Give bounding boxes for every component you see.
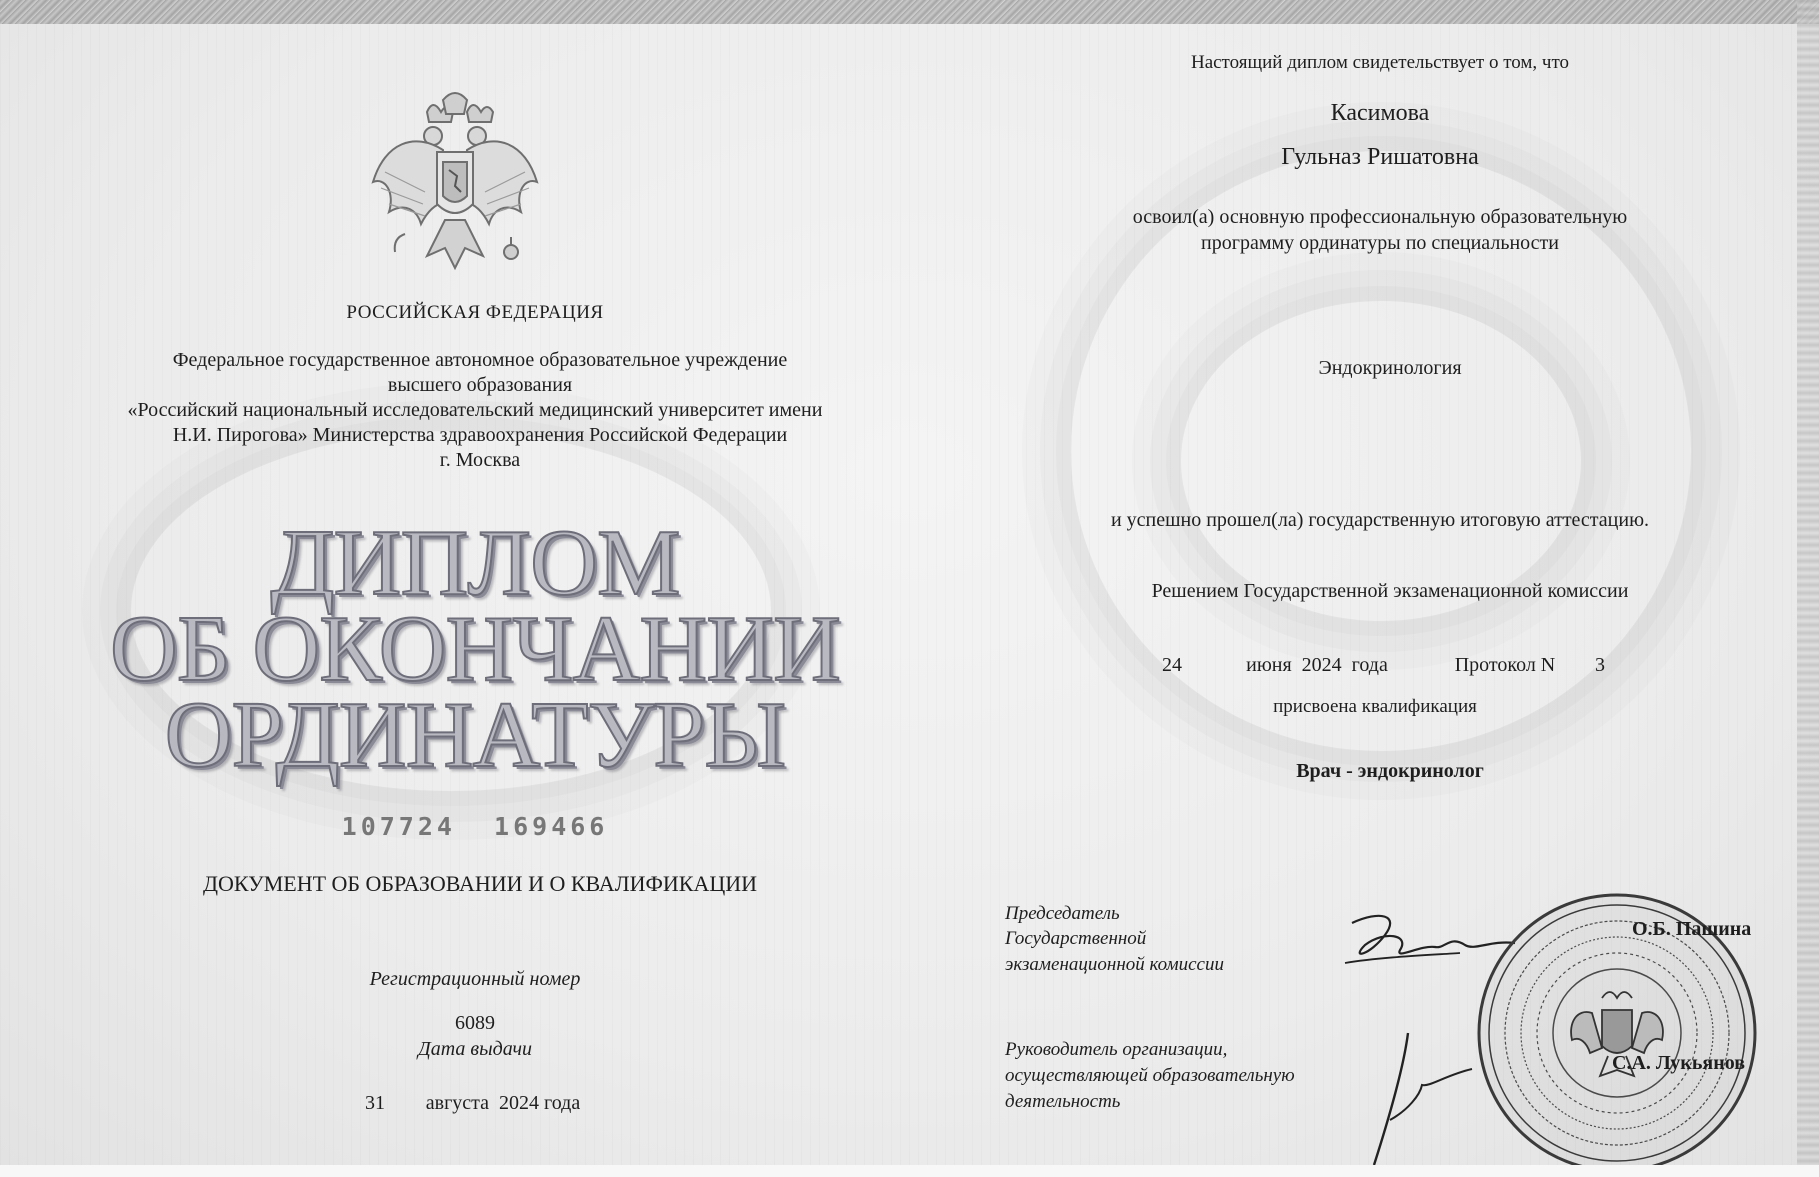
head-title-line-2: осуществляющей образовательную bbox=[1005, 1065, 1295, 1086]
chair-title-line-1: Председатель bbox=[1005, 903, 1120, 924]
chair-title-line-3: экзаменационной комиссии bbox=[1005, 954, 1224, 975]
chair-title-line-2: Государственной bbox=[1005, 928, 1147, 949]
qualification: Врач - эндокринолог bbox=[1296, 760, 1484, 782]
graduate-given-names: Гульназ Ришатовна bbox=[1281, 144, 1479, 170]
issue-date-label: Дата выдачи bbox=[417, 1038, 533, 1060]
issue-month-year: августа 2024 года bbox=[425, 1092, 581, 1114]
decision-month-year: июня 2024 года bbox=[1246, 654, 1388, 676]
passed-attestation: и успешно прошел(ла) государственную итоговую аттестацию. bbox=[1110, 509, 1650, 531]
country-name: РОССИЙСКАЯ ФЕДЕРАЦИЯ bbox=[346, 302, 604, 323]
head-title-line-3: деятельность bbox=[1005, 1091, 1121, 1112]
institution-line-4: Н.И. Пирогова» Министерства здравоохранения Российской Федерации bbox=[172, 424, 788, 446]
decision-day: 24 bbox=[1162, 654, 1182, 676]
registration-number: 6089 bbox=[455, 1012, 495, 1034]
institution-line-5: г. Москва bbox=[439, 449, 521, 471]
diploma-title-line-2: ОБ ОКОНЧАНИИ bbox=[110, 597, 840, 701]
diploma-title-line-3: ОРДИНАТУРЫ bbox=[164, 683, 786, 787]
issue-day: 31 bbox=[365, 1092, 385, 1114]
institution-line-3: «Российский национальный исследовательский медицинский университет имени bbox=[127, 399, 823, 421]
head-signature bbox=[1360, 1025, 1480, 1170]
serial-number: 107724 169466 bbox=[341, 812, 609, 841]
chair-name: О.Б. Пашина bbox=[1632, 918, 1752, 940]
qualification-assigned: присвоена квалификация bbox=[1273, 696, 1477, 717]
coat-of-arms-icon bbox=[365, 92, 545, 282]
institution-line-2: высшего образования bbox=[387, 374, 573, 396]
ornamental-right-border bbox=[1797, 0, 1819, 1177]
mastered-line-2: программу ординатуры по специальности bbox=[1201, 232, 1559, 254]
scan-bottom-edge bbox=[0, 1165, 1819, 1177]
ornamental-top-border bbox=[0, 0, 1819, 24]
guilloche-pattern bbox=[1180, 300, 1582, 622]
head-title-line-1: Руководитель организации, bbox=[1005, 1039, 1228, 1060]
protocol-label: Протокол N bbox=[1454, 654, 1556, 676]
institution-line-1: Федеральное государственное автономное образовательное учреждение bbox=[172, 349, 788, 371]
head-name: С.А. Лукьянов bbox=[1612, 1052, 1746, 1074]
commission-decision: Решением Государственной экзаменационной комиссии bbox=[1151, 580, 1629, 602]
registration-label: Регистрационный номер bbox=[369, 968, 581, 990]
specialty: Эндокринология bbox=[1318, 357, 1462, 379]
graduate-surname: Касимова bbox=[1330, 100, 1430, 126]
intro-text: Настоящий диплом свидетельствует о том, что bbox=[1190, 52, 1570, 73]
mastered-line-1: освоил(а) основную профессиональную образовательную bbox=[1132, 206, 1628, 228]
document-type: ДОКУМЕНТ ОБ ОБРАЗОВАНИИ И О КВАЛИФИКАЦИИ bbox=[202, 871, 757, 896]
protocol-number: 3 bbox=[1595, 654, 1605, 676]
diploma-title-line-1: ДИПЛОМ bbox=[270, 511, 680, 615]
